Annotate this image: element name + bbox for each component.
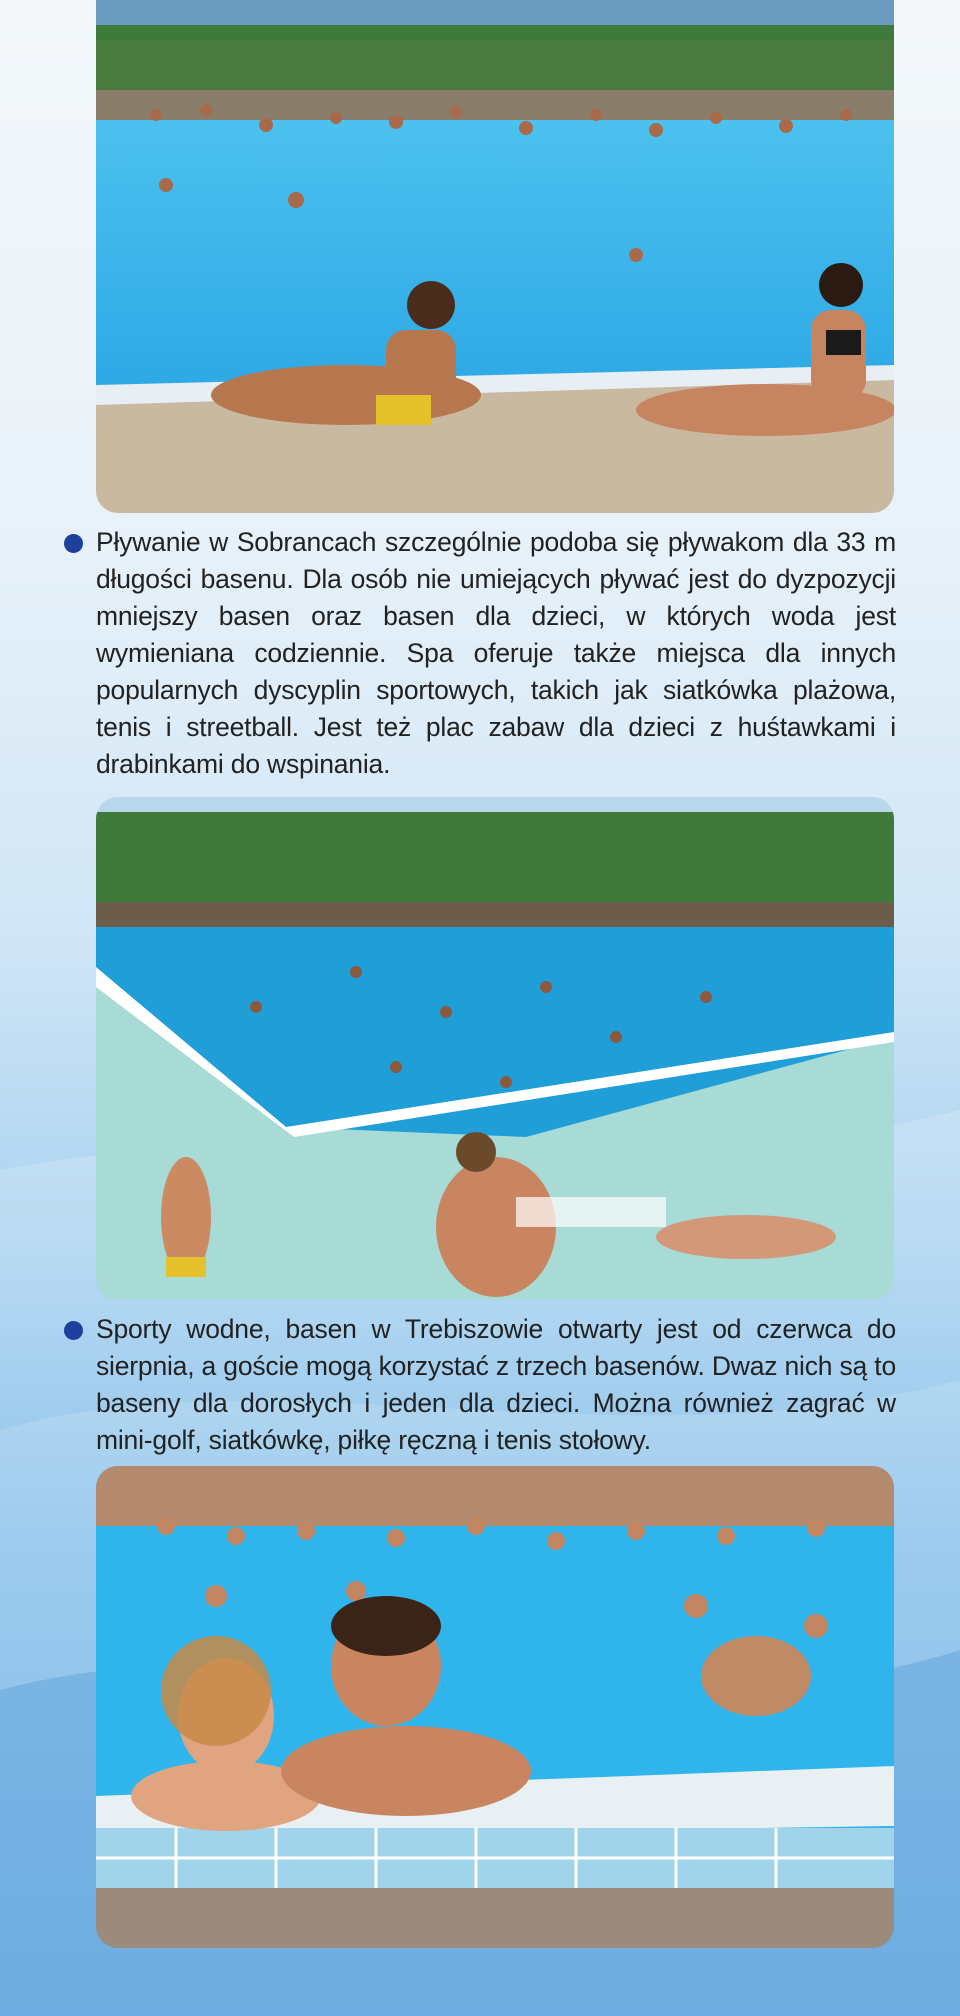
photo-trebisov-pool <box>96 797 894 1300</box>
bullet-2 <box>64 1321 83 1340</box>
paragraph-sobrance: Pływanie w Sobrancach szczególnie podoba się pływakom dla 33 m długości basenu. Dla osób nie umiejących pływać jest do dyzpozycji mniejszy basen oraz basen dla dzieci, w których woda jest wymieniana codziennie. Spa oferuje także miejsca dla innych popularnych dyscyplin sportowych, takich jak siatkówka plażowa, tenis i streetball. Jest też plac zabaw dla dzieci z huśtawkami i drabinkami do wspinania. <box>96 527 896 779</box>
paragraph-trebisov: Sporty wodne, basen w Trebiszowie otwarty jest od czerwca do sierpnia, a goście mogą korzystać z trzech basenów. Dwaz nich są to baseny dla dorosłych i jeden dla dzieci. Można również zagrać w mini-golf, siatkówkę, piłkę ręczną i tenis stołowy. <box>96 1314 896 1455</box>
photo-couple-in-pool <box>96 1466 894 1948</box>
photo-sobrance-pool <box>96 0 894 513</box>
bullet-1 <box>64 534 83 553</box>
